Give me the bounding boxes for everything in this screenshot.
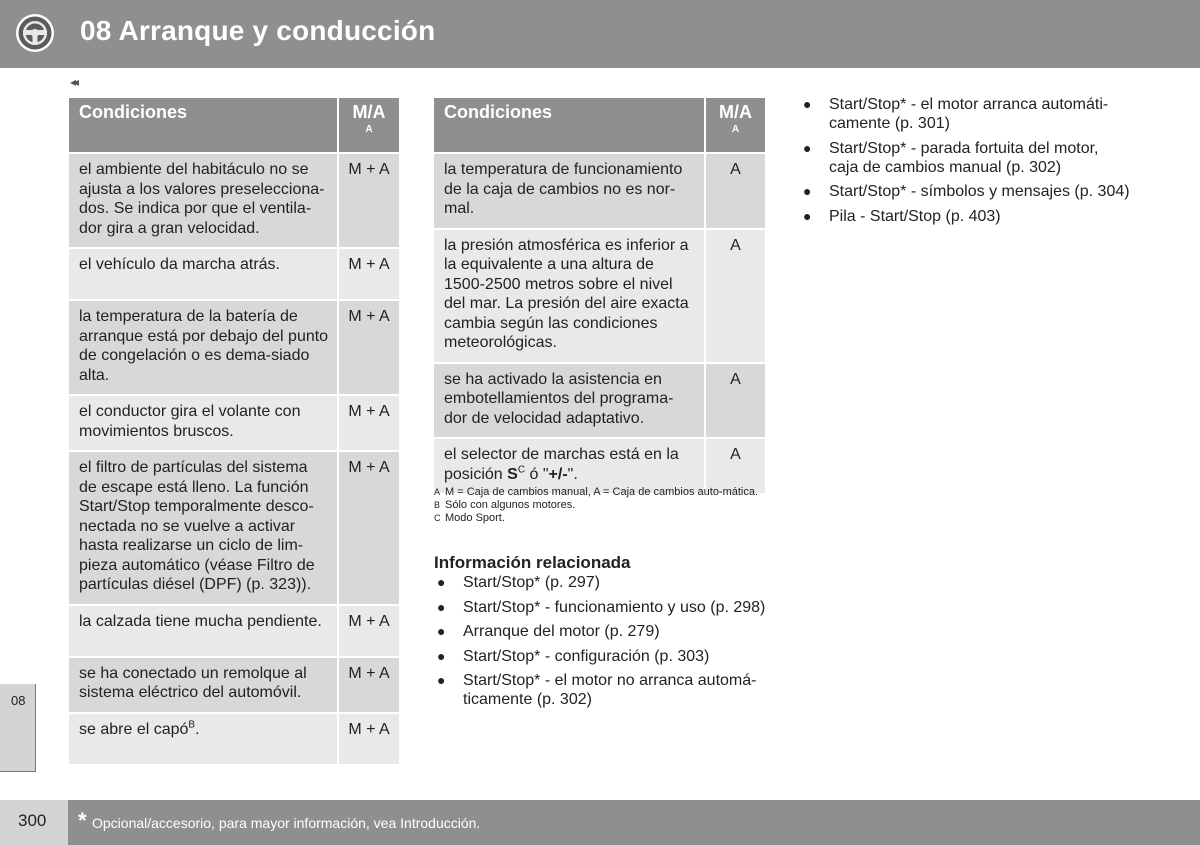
condition-cell [434,437,704,493]
footnote-text: Sólo con algunos motores. [445,499,576,511]
condition-text-end: ". [567,465,578,483]
footnote-marker: C [517,464,526,476]
gear-position-s: S [507,465,518,483]
footnote-marker: B [188,719,196,731]
ma-header-footnote: A [365,123,373,135]
conditions-header: Condiciones [434,98,704,152]
ma-cell: M + A [337,712,399,764]
ma-cell: M + A [337,604,399,656]
table-row [434,362,765,438]
bullet-icon: ● [803,139,812,156]
related-link-text: Arranque del motor (p. 279) [463,623,660,640]
condition-cell: el conductor gira el volante con movimientos bruscos. [69,394,337,450]
table-row [69,450,399,604]
ma-cell: A [704,437,765,493]
ma-cell: A [704,228,765,362]
condition-cell: el ambiente del habitáculo no se ajusta a los valores preselecciona-dos. Se indica por que el ventila-dor gira a gran velocidad. [69,152,337,247]
ma-cell: M + A [337,152,399,247]
table-header-row [69,98,399,152]
related-link-text: Start/Stop* - parada fortuita del motor, caja de cambios manual (p. 302) [829,139,1099,176]
table-row [69,394,399,450]
page-number: 300 [18,811,47,830]
ma-cell: M + A [337,299,399,394]
related-link[interactable] [800,182,1130,201]
related-link[interactable] [800,207,1130,226]
conditions-table-right [434,98,765,493]
previous-page-icon[interactable]: ◂◂ [70,75,77,89]
bullet-icon: ● [437,598,446,615]
condition-cell: se ha activado la asistencia en embotellamientos del programa-dor de velocidad adaptativo. [434,362,704,438]
conditions-header: Condiciones [69,98,337,152]
related-link-text: Start/Stop* - símbolos y mensajes (p. 304) [829,183,1130,200]
bullet-icon: ● [803,96,812,112]
condition-cell: el vehículo da marcha atrás. [69,247,337,299]
bullet-icon: ● [437,672,446,688]
condition-cell: la presión atmosférica es inferior a la equivalente a una altura de 1500-2500 metros sobre el nivel del mar. La presión del aire exacta cambia según las condiciones meteorológicas. [434,228,704,362]
condition-suffix: . [195,720,200,738]
related-link[interactable] [434,671,769,709]
chapter-tab[interactable] [0,684,36,772]
footnote [434,486,765,499]
ma-cell: M + A [337,247,399,299]
condition-cell [69,712,337,764]
ma-header-footnote: A [731,123,740,135]
ma-header-label: M/A [352,102,386,122]
related-link[interactable] [434,598,769,617]
table-header-row [434,98,765,152]
table-row [434,152,765,228]
ma-cell: M + A [337,450,399,604]
condition-cell: se ha conectado un remolque al sistema eléctrico del automóvil. [69,656,337,712]
footnote-text: M = Caja de cambios manual, A = Caja de cambios auto-mática. [445,486,759,498]
footnote-key: A [434,487,441,497]
related-link[interactable] [800,95,1130,133]
asterisk-icon: * [78,808,87,833]
related-link[interactable] [434,622,769,641]
ma-cell: M + A [337,656,399,712]
related-link-text: Start/Stop* - el motor arranca automáti-camente (p. 301) [829,96,1109,132]
condition-text: se abre el capó [79,720,189,738]
related-link-text: Start/Stop* - configuración (p. 303) [463,647,710,665]
chapter-tab-label: 08 [11,693,26,708]
related-link-text: Start/Stop* - funcionamiento y uso (p. 298) [463,598,766,616]
related-link-text: Start/Stop* - el motor no arranca automá-ticamente (p. 302) [463,672,757,708]
page-title: 08 Arranque y conducción [80,15,436,46]
logo-box [0,0,68,68]
ma-header-label: M/A [719,102,752,122]
footer-note: Opcional/accesorio, para mayor información, vea Introducción. [92,815,481,831]
table-row [69,247,399,299]
condition-cell: la calzada tiene mucha pendiente. [69,604,337,656]
related-link-text: Start/Stop* (p. 297) [463,574,600,591]
related-info-list [434,573,769,715]
related-link-text: Pila - Start/Stop (p. 403) [829,207,1001,225]
condition-cell: el filtro de partículas del sistema de escape está lleno. La función Start/Stop temporalmente desco-nectada no se vuelve a activar hasta realizarse un ciclo de lim-pieza automático (véase Filtro de partículas diésel (DPF) (p. 323)). [69,450,337,604]
table-row [434,437,765,493]
table-row [69,656,399,712]
footnote-text: Modo Sport. [445,512,505,524]
condition-text-mid: ó " [525,465,549,483]
bullet-icon: ● [803,207,812,224]
footnote [434,499,765,512]
ma-cell: M + A [337,394,399,450]
table-row [434,228,765,362]
ma-header [337,98,399,152]
table-row [69,604,399,656]
gear-position-plus-minus: +/- [548,465,568,483]
footnote [434,512,765,525]
ma-cell: A [704,362,765,438]
table-row [69,152,399,247]
condition-text: el selector de marchas está en la posición [444,446,679,483]
condition-cell: la temperatura de funcionamiento de la caja de cambios no es nor-mal. [434,152,704,228]
related-link[interactable] [434,647,769,666]
bullet-icon: ● [437,647,446,664]
ma-cell: A [704,152,765,228]
related-info-list-continued [800,95,1130,231]
steering-wheel-icon [15,13,55,53]
footnotes [434,486,765,525]
table-row [69,712,399,764]
footnote-key: C [434,513,441,523]
bullet-icon: ● [803,183,812,199]
related-link[interactable] [800,139,1130,177]
bullet-icon: ● [437,623,446,639]
related-info-heading: Información relacionada [434,553,631,572]
conditions-table-left [69,98,399,764]
footnote-key: B [434,500,441,510]
table-row [69,299,399,394]
related-link[interactable] [434,573,769,592]
ma-header [704,98,765,152]
condition-cell: la temperatura de la batería de arranque está por debajo del punto de congelación o es dema-siado alta. [69,299,337,394]
bullet-icon: ● [437,574,446,590]
